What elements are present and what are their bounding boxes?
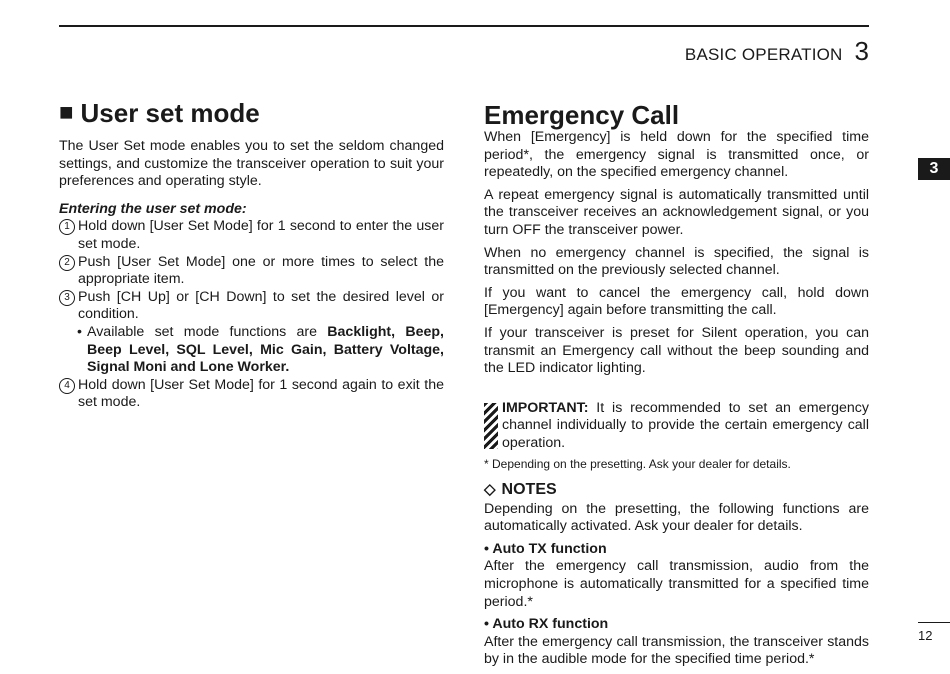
chapter-tab: 3: [918, 158, 950, 180]
emergency-paragraph-5: If your transceiver is preset for Silent operation, you can transmit an Emergency call without the beep sounding and the LED indicator lighting.: [484, 324, 869, 377]
auto-tx-heading: • Auto TX function: [484, 540, 607, 557]
important-note: [484, 400, 869, 453]
important-body: It is recommended to set an emergency channel individually to provide the certain emergency call operation.: [502, 399, 869, 451]
step-text: Push [User Set Mode] one or more times to select the appropriate item.: [78, 253, 444, 288]
diamond-icon: ◇: [484, 481, 496, 499]
step-number-icon: 4: [59, 378, 75, 394]
footnote: * Depending on the presetting. Ask your dealer for details.: [484, 456, 791, 471]
entering-subheading: Entering the user set mode:: [59, 200, 247, 217]
step-2: [59, 254, 444, 289]
left-column: [59, 98, 444, 412]
emergency-paragraph-1: When [Emergency] is held down for the specified time period*, the emergency signal is transmitted once, or repeatedly, on the specified emergency channel.: [484, 129, 869, 181]
page-number: 12: [918, 628, 933, 643]
step-number-icon: 3: [59, 290, 75, 306]
step-4: [59, 377, 444, 412]
important-text: [502, 400, 869, 453]
hatch-icon: [484, 403, 498, 449]
user-set-mode-title: User set mode: [80, 98, 260, 128]
section-header: [685, 36, 869, 67]
step-number-icon: 2: [59, 255, 75, 271]
functions-list: Backlight, Beep, Beep Level, SQL Level, Mic Gain, Battery Voltage, Signal Moni and Lone Worker.: [87, 323, 444, 376]
step-number-icon: 1: [59, 219, 75, 235]
section-number: 3: [854, 36, 869, 66]
intro-paragraph: The User Set mode enables you to set the seldom changed settings, and customize the transceiver operation to suit your preferences and operating style.: [59, 138, 444, 190]
notes-title: NOTES: [501, 481, 557, 499]
emergency-call-title: Emergency Call: [484, 100, 680, 130]
notes-heading: [484, 481, 869, 499]
emergency-paragraph-2: A repeat emergency signal is automatically transmitted until the transceiver receives an acknowledgement signal, or you turn OFF the transceiver power.: [484, 186, 869, 238]
square-bullet-icon: ■: [59, 99, 74, 126]
page-number-rule: [918, 622, 950, 623]
emergency-paragraph-4: If you want to cancel the emergency call, hold down [Emergency] again before transmitting the call.: [484, 284, 869, 319]
user-set-mode-heading: [59, 98, 444, 128]
auto-tx-text: After the emergency call transmission, audio from the microphone is automatically transmitted for a specified time period.*: [484, 558, 869, 610]
step-text: Hold down [User Set Mode] for 1 second to enter the user set mode.: [78, 218, 444, 252]
bullet-prefix: Available set mode functions are: [87, 323, 328, 340]
auto-rx-text: After the emergency call transmission, the transceiver stands by in the audible mode for the specified time period.*: [484, 633, 869, 668]
step-1: [59, 218, 444, 253]
step-text: Push [CH Up] or [CH Down] to set the desired level or condition.: [78, 288, 444, 323]
right-column: [484, 98, 869, 674]
step-text: Hold down [User Set Mode] for 1 second again to exit the set mode.: [78, 376, 444, 411]
bullet-text: [87, 324, 444, 377]
emergency-paragraph-3: When no emergency channel is specified, the signal is transmitted on the previously selected channel.: [484, 244, 869, 279]
auto-rx-heading: • Auto RX function: [484, 616, 609, 633]
bullet-dot-icon: •: [77, 323, 82, 340]
top-rule: [59, 25, 869, 27]
functions-bullet: [77, 324, 444, 377]
important-label: IMPORTANT:: [502, 399, 589, 416]
notes-intro: Depending on the presetting, the following functions are automatically activated. Ask your dealer for details.: [484, 500, 869, 535]
step-3: [59, 289, 444, 324]
section-title: BASIC OPERATION: [684, 45, 843, 64]
